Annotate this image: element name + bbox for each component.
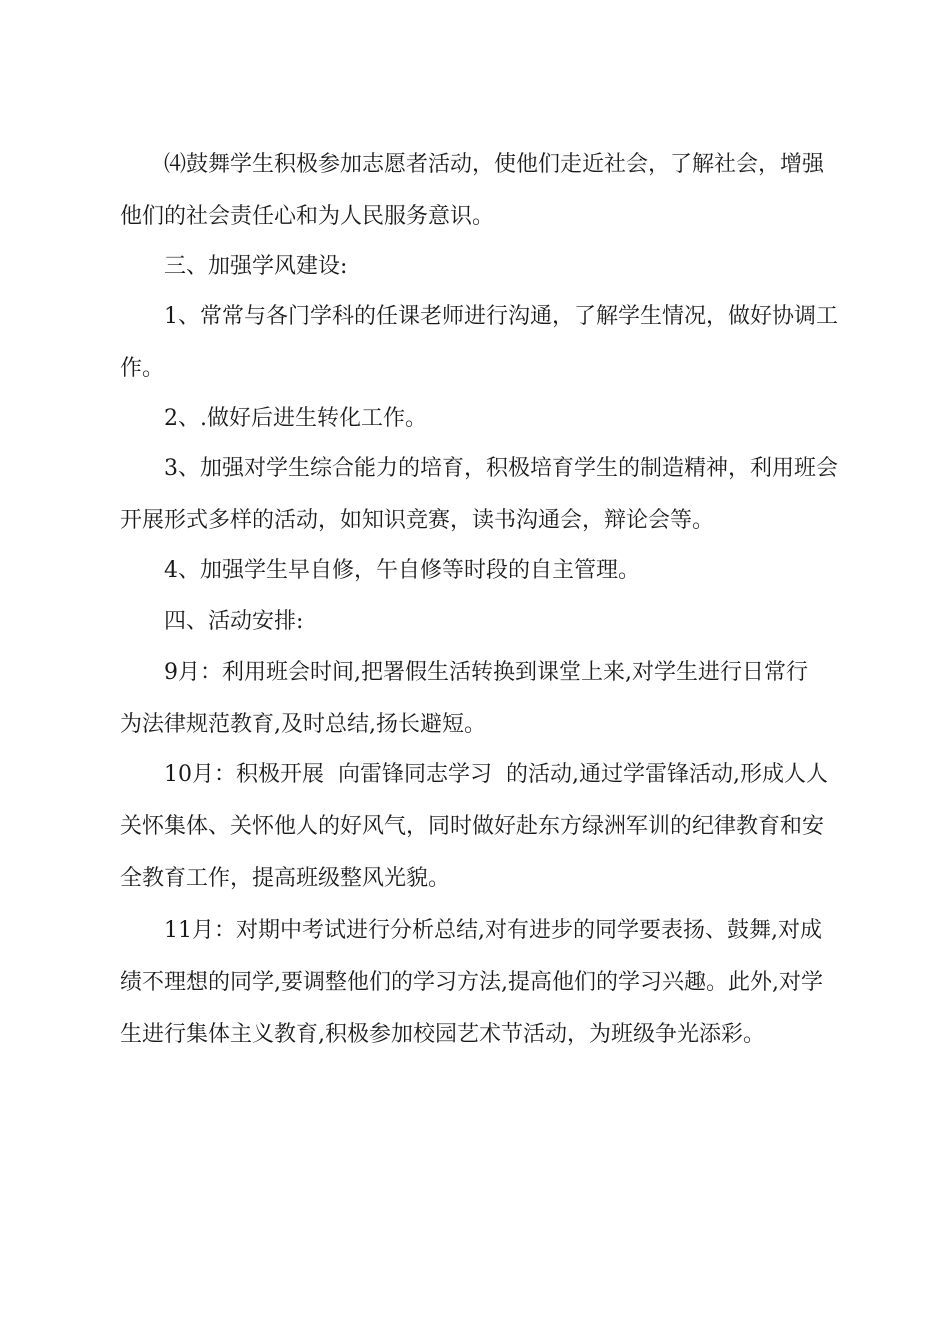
list-item-3 [0, 443, 950, 547]
heading-text: 四、活动安排: [164, 609, 304, 634]
paragraph-line: 生进行集体主义教育,积极参加校园艺术节活动，为班级争光添彩。 [120, 1022, 765, 1047]
paragraph-line: 全教育工作，提高班级整风光貌。 [120, 866, 451, 891]
paragraph-volunteer [0, 139, 950, 243]
month-september [0, 647, 950, 751]
section-heading-4 [0, 596, 950, 648]
paragraph-line: 3、加强对学生综合能力的培育，积极培育学生的制造精神，利用班会 [164, 456, 838, 481]
paragraph-line: ⑷鼓舞学生积极参加志愿者活动，使他们走近社会，了解社会，增强 [164, 152, 825, 177]
paragraph-line: 开展形式多样的活动，如知识竞赛，读书沟通会，辩论会等。 [120, 508, 715, 533]
paragraph-line: 关怀集体、关怀他人的好风气，同时做好赴东方绿洲军训的纪律教育和安 [120, 814, 825, 839]
paragraph-line: 1、常常与各门学科的任课老师进行沟通，了解学生情况，做好协调工 [164, 304, 838, 329]
paragraph-line: 绩不理想的同学,要调整他们的学习方法,提高他们的学习兴趣。此外,对学 [120, 970, 823, 995]
list-item-1 [0, 291, 950, 395]
heading-text: 三、加强学风建设: [164, 254, 348, 279]
paragraph-line: 作。 [120, 356, 165, 381]
paragraph-line: 他们的社会责任心和为人民服务意识。 [120, 204, 495, 229]
paragraph-line: 11月：对期中考试进行分析总结,对有进步的同学要表扬、鼓舞,对成 [164, 918, 822, 943]
list-item-4 [0, 545, 950, 597]
section-heading-3 [0, 241, 950, 293]
month-october [0, 749, 950, 905]
paragraph-line: 4、加强学生早自修，午自修等时段的自主管理。 [164, 558, 640, 583]
list-item-2 [0, 393, 950, 445]
paragraph-line: 9月：利用班会时间,把署假生活转换到课堂上来,对学生进行日常行 [164, 660, 808, 685]
month-november [0, 905, 950, 1061]
paragraph-line: 10月：积极开展 向雷锋同志学习 的活动,通过学雷锋活动,形成人人 [164, 762, 828, 787]
paragraph-line: 2、.做好后进生转化工作。 [164, 406, 427, 431]
paragraph-line: 为法律规范教育,及时总结,扬长避短。 [120, 712, 486, 737]
